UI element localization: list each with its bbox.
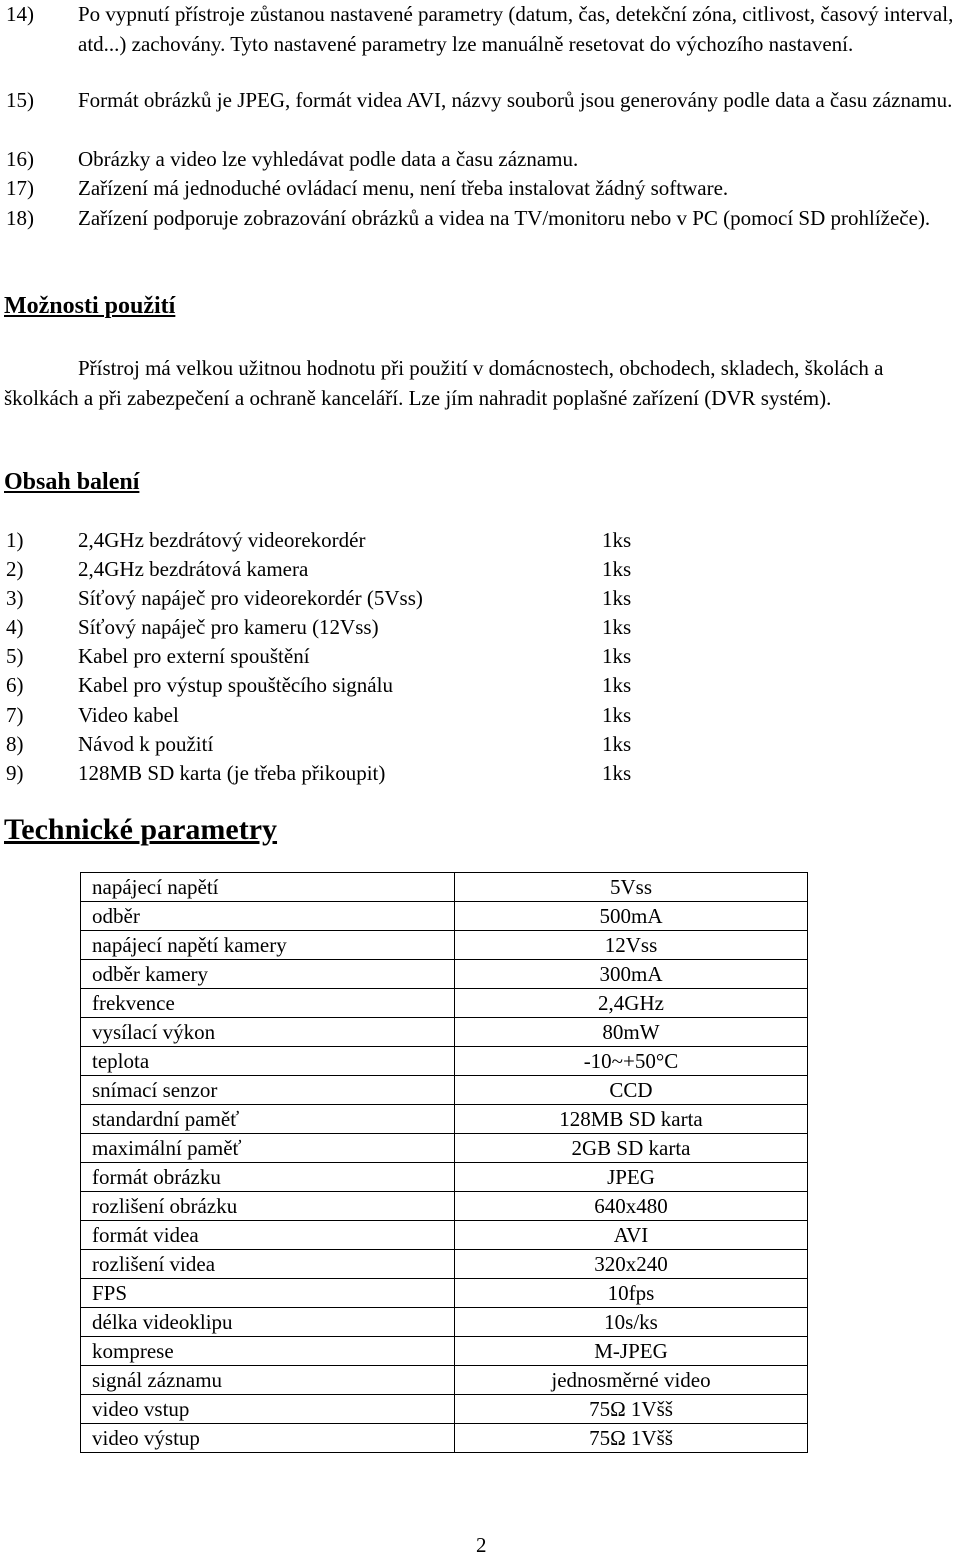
item-quantity: 1ks <box>602 703 632 727</box>
item-name: Síťový napáječ pro videorekordér (5Vss) <box>78 586 423 610</box>
table-row <box>81 902 808 931</box>
item-number: 3) <box>6 586 24 610</box>
param-name: teplota <box>81 1047 455 1076</box>
list-item <box>6 759 706 788</box>
item-name: Síťový napáječ pro kameru (12Vss) <box>78 615 379 639</box>
param-value: 320x240 <box>455 1250 808 1279</box>
item-quantity: 1ks <box>602 761 632 785</box>
param-name: vysílací výkon <box>81 1018 455 1047</box>
list-item <box>6 642 706 671</box>
feature-item <box>6 145 956 175</box>
param-value: JPEG <box>455 1163 808 1192</box>
table-row <box>81 1192 808 1221</box>
table-row <box>81 1134 808 1163</box>
param-name: napájecí napětí <box>81 873 455 902</box>
list-item <box>6 701 706 730</box>
param-name: FPS <box>81 1279 455 1308</box>
param-value: jednosměrné video <box>455 1366 808 1395</box>
item-quantity: 1ks <box>602 528 632 552</box>
param-value: -10~+50°C <box>455 1047 808 1076</box>
item-quantity: 1ks <box>602 557 632 581</box>
list-item <box>6 730 706 759</box>
item-name: Kabel pro externí spouštění <box>78 644 310 668</box>
feature-number: 18) <box>6 206 34 230</box>
param-value: 12Vss <box>455 931 808 960</box>
item-name: Návod k použití <box>78 732 214 756</box>
param-value: 640x480 <box>455 1192 808 1221</box>
feature-text: Zařízení má jednoduché ovládací menu, není třeba instalovat žádný software. <box>78 176 729 200</box>
table-row <box>81 931 808 960</box>
table-row <box>81 1250 808 1279</box>
table-row <box>81 1424 808 1453</box>
feature-text: Formát obrázků je JPEG, formát videa AVI, názvy souborů jsou generovány podle data a času záznamu. <box>78 88 953 112</box>
table-row <box>81 989 808 1018</box>
feature-item <box>6 0 956 59</box>
list-item <box>6 613 706 642</box>
param-name: odběr kamery <box>81 960 455 989</box>
item-quantity: 1ks <box>602 732 632 756</box>
item-number: 5) <box>6 644 24 668</box>
param-value: 2,4GHz <box>455 989 808 1018</box>
param-value: 500mA <box>455 902 808 931</box>
param-name: rozlišení videa <box>81 1250 455 1279</box>
item-quantity: 1ks <box>602 586 632 610</box>
item-number: 4) <box>6 615 24 639</box>
param-name: signál záznamu <box>81 1366 455 1395</box>
list-item <box>6 584 706 613</box>
param-name: maximální paměť <box>81 1134 455 1163</box>
feature-number: 16) <box>6 147 34 171</box>
table-row <box>81 1221 808 1250</box>
usage-paragraph: Přístroj má velkou užitnou hodnotu při použití v domácnostech, obchodech, skladech, školách a školkách a při zabezpečení a ochraně kanceláří. Lze jím nahradit poplašné zařízení (DVR systém). <box>4 356 884 410</box>
item-number: 9) <box>6 761 24 785</box>
item-name: 2,4GHz bezdrátová kamera <box>78 557 309 581</box>
param-name: délka videoklipu <box>81 1308 455 1337</box>
param-name: komprese <box>81 1337 455 1366</box>
table-row <box>81 873 808 902</box>
feature-item <box>6 204 956 234</box>
param-value: AVI <box>455 1221 808 1250</box>
tech-params-table <box>80 872 808 1453</box>
table-row <box>81 1337 808 1366</box>
param-name: odběr <box>81 902 455 931</box>
feature-item <box>6 174 956 204</box>
table-row <box>81 1308 808 1337</box>
item-number: 1) <box>6 528 24 552</box>
item-quantity: 1ks <box>602 644 632 668</box>
package-heading: Obsah balení <box>4 469 140 495</box>
list-item <box>6 526 706 555</box>
param-name: snímací senzor <box>81 1076 455 1105</box>
table-row <box>81 1076 808 1105</box>
list-item <box>6 671 706 700</box>
item-quantity: 1ks <box>602 673 632 697</box>
feature-text: Zařízení podporuje zobrazování obrázků a videa na TV/monitoru nebo v PC (pomocí SD prohlížeče). <box>78 206 931 230</box>
param-value: 10fps <box>455 1279 808 1308</box>
feature-text: Po vypnutí přístroje zůstanou nastavené parametry (datum, čas, detekční zóna, citlivost, časový interval, atd...) zachovány. Tyto nastavené parametry lze manuálně resetovat do výchozího nastavení. <box>78 2 954 56</box>
item-number: 7) <box>6 703 24 727</box>
param-value: 75Ω 1Všš <box>455 1424 808 1453</box>
item-number: 2) <box>6 557 24 581</box>
param-value: 300mA <box>455 960 808 989</box>
param-value: 2GB SD karta <box>455 1134 808 1163</box>
param-name: rozlišení obrázku <box>81 1192 455 1221</box>
item-name: Video kabel <box>78 703 179 727</box>
param-value: 5Vss <box>455 873 808 902</box>
feature-number: 14) <box>6 2 34 26</box>
item-name: Kabel pro výstup spouštěcího signálu <box>78 673 393 697</box>
item-number: 8) <box>6 732 24 756</box>
table-row <box>81 1047 808 1076</box>
table-row <box>81 1105 808 1134</box>
item-number: 6) <box>6 673 24 697</box>
param-name: formát videa <box>81 1221 455 1250</box>
table-row <box>81 1395 808 1424</box>
feature-text: Obrázky a video lze vyhledávat podle data a času záznamu. <box>78 147 579 171</box>
page-number: 2 <box>476 1533 487 1557</box>
param-value: 80mW <box>455 1018 808 1047</box>
param-name: frekvence <box>81 989 455 1018</box>
tech-heading: Technické parametry <box>4 813 278 846</box>
param-name: video vstup <box>81 1395 455 1424</box>
param-name: video výstup <box>81 1424 455 1453</box>
table-row <box>81 1366 808 1395</box>
param-name: napájecí napětí kamery <box>81 931 455 960</box>
param-name: formát obrázku <box>81 1163 455 1192</box>
table-row <box>81 1279 808 1308</box>
item-name: 128MB SD karta (je třeba přikoupit) <box>78 761 386 785</box>
list-item <box>6 555 706 584</box>
feature-number: 17) <box>6 176 34 200</box>
param-value: 10s/ks <box>455 1308 808 1337</box>
param-name: standardní paměť <box>81 1105 455 1134</box>
param-value: 75Ω 1Všš <box>455 1395 808 1424</box>
table-row <box>81 960 808 989</box>
param-value: CCD <box>455 1076 808 1105</box>
item-name: 2,4GHz bezdrátový videorekordér <box>78 528 366 552</box>
param-value: M-JPEG <box>455 1337 808 1366</box>
table-row <box>81 1163 808 1192</box>
feature-item <box>6 86 956 116</box>
item-quantity: 1ks <box>602 615 632 639</box>
feature-number: 15) <box>6 88 34 112</box>
param-value: 128MB SD karta <box>455 1105 808 1134</box>
usage-heading: Možnosti použití <box>4 293 176 319</box>
table-row <box>81 1018 808 1047</box>
